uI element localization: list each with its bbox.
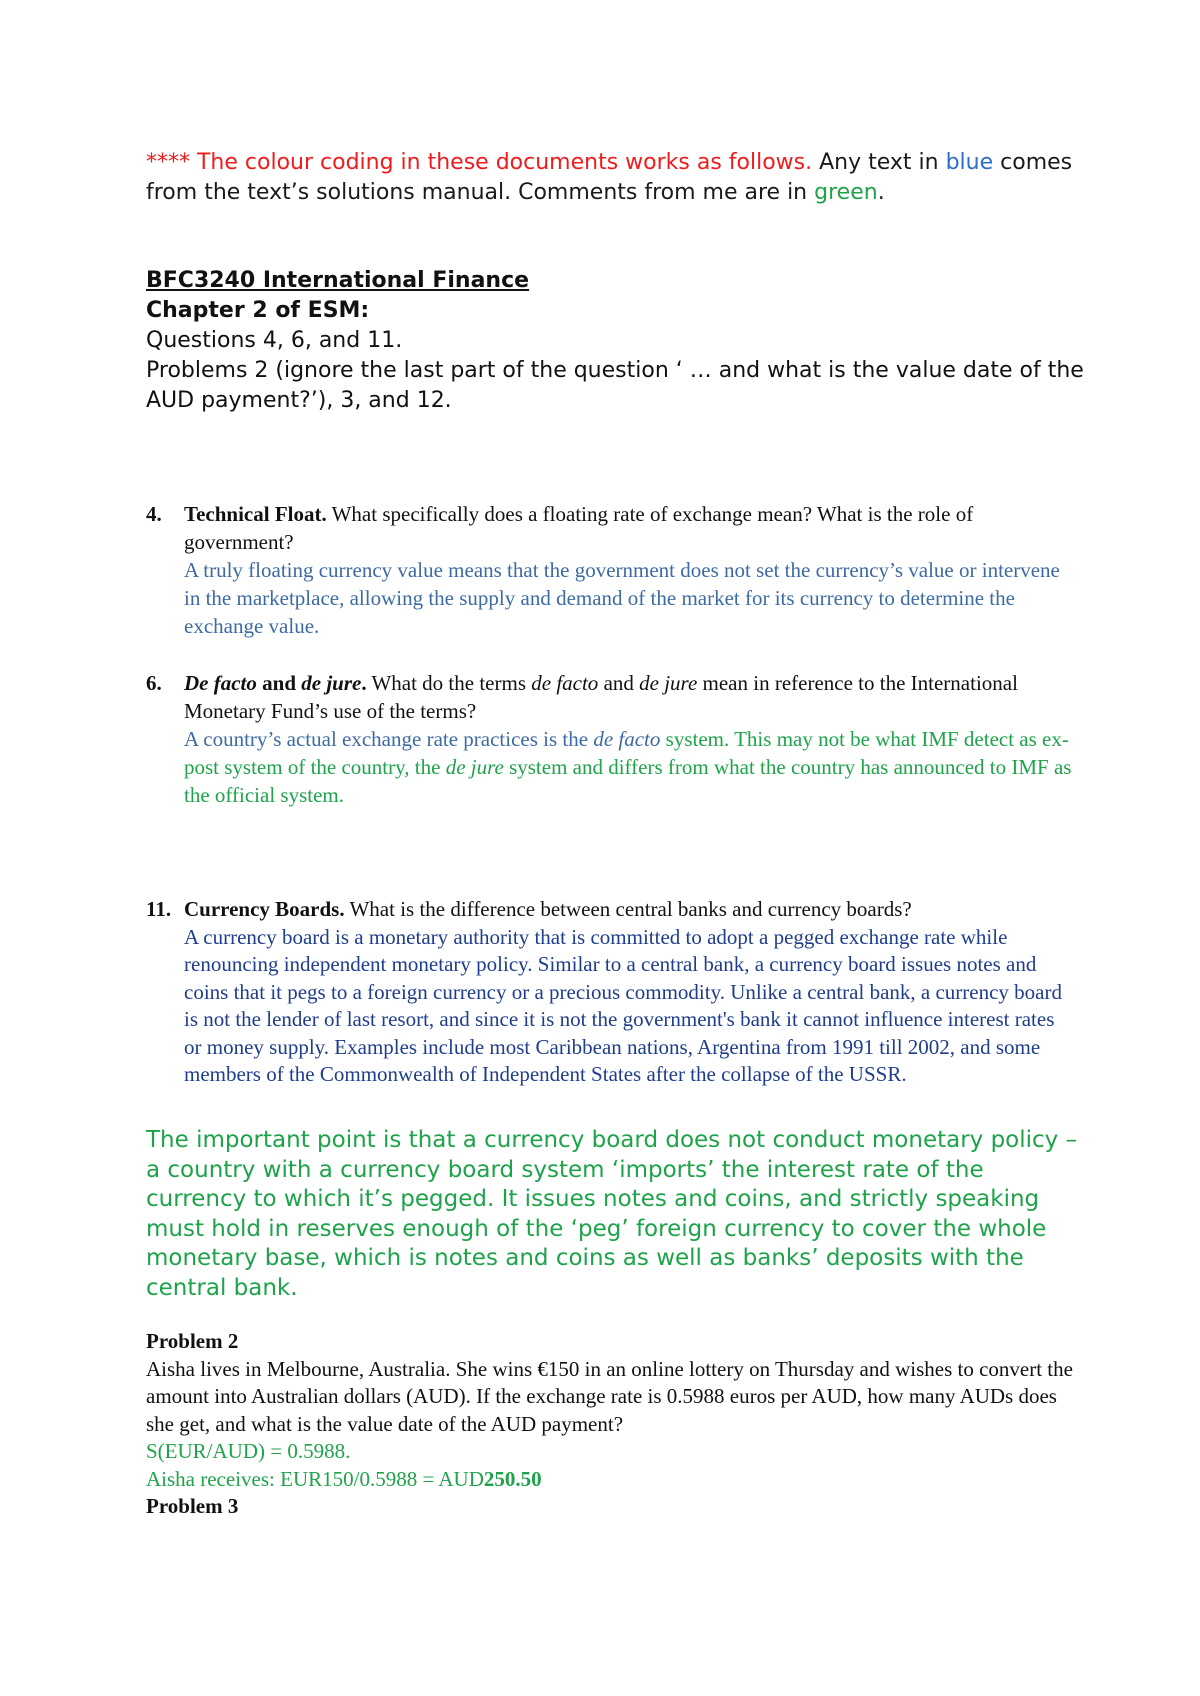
question-title-and: and — [256, 671, 302, 695]
question-title-part1: De facto — [184, 671, 257, 695]
colour-coding-intro: The colour coding in these documents works as follows. — [190, 150, 813, 175]
question-number: 11. — [146, 897, 172, 921]
question-text — [184, 896, 1076, 924]
colour-coding-text-2: comes from the text’s solutions manual. Comments from me are in — [146, 150, 1073, 205]
question-6 — [146, 669, 1076, 809]
question-number: 4. — [146, 502, 162, 526]
course-title: BFC3240 International Finance — [146, 268, 530, 293]
receive-line — [146, 1466, 1086, 1494]
problems-line: Problems 2 (ignore the last part of the question ‘ … and what is the value date of the AUD payment?’), 3, and 12. — [146, 358, 1084, 413]
answer-and-comment — [184, 725, 1076, 809]
question-title-dot: . — [361, 671, 367, 695]
question-body: What specifically does a floating rate of exchange mean? What is the role of government? — [184, 502, 974, 554]
question-11 — [146, 896, 1076, 1089]
question-text — [184, 669, 1076, 725]
question-term-1: de facto — [531, 671, 599, 695]
problem-2 — [146, 1328, 1086, 1521]
manual-answer: A currency board is a monetary authority that is committed to adopt a pegged exchange rate while renouncing independent monetary policy. Similar to a central bank, a currency board issues notes and coins that it pegs to a foreign currency or a precious commodity. Unlike a central bank, a currency board is not the lender of last resort, and since it is not the government's bank it cannot influence interest rates or money supply. Examples include most Caribbean nations, Argentina from 1991 till 2002, and some members of the Commonwealth of Independent States after the collapse of the USSR. — [184, 924, 1062, 1086]
question-body-c: mean in reference to the International Monetary Fund’s use of the terms? — [184, 671, 1018, 723]
manual-answer: A truly floating currency value means that the government does not set the currency’s value or intervene in the marketplace, allowing the supply and demand of the market for its currency to determine the exchange value. — [184, 558, 1060, 638]
question-body-b: and — [598, 671, 640, 695]
question-body-a: What do the terms — [366, 671, 532, 695]
question-text — [184, 500, 1076, 556]
question-number: 6. — [146, 671, 162, 695]
question-title-part2: de jure — [301, 671, 362, 695]
question-title: Technical Float — [184, 502, 322, 526]
colour-coding-period: . — [877, 180, 885, 205]
green-word: green — [814, 180, 878, 205]
questions-line: Questions 4, 6, and 11. — [146, 328, 403, 353]
comment-a: This may not be what IMF detect as ex-post system of the country, the — [184, 727, 1069, 779]
problem-2-text: Aisha lives in Melbourne, Australia. She wins €150 in an online lottery on Thursday and wishes to convert the amount into Australian dollars (AUD). If the exchange rate is 0.5988 euros per AUD, how many AUDs does she get, and what is the value date of the AUD payment? — [146, 1356, 1073, 1436]
chapter-title: Chapter 2 of ESM: — [146, 298, 370, 323]
colour-coding-text-1: Any text in — [812, 150, 939, 175]
manual-answer-term: de facto — [593, 727, 661, 751]
spot-rate-line: S(EUR/AUD) = 0.5988. — [146, 1439, 351, 1463]
lecturer-comment: The important point is that a currency board does not conduct monetary policy – a country with a currency board system ‘imports’ the interest rate of the currency to which it’s pegged. It issues notes and coins, and strictly speaking must hold in reserves enough of the ‘peg’ foreign currency to cover the whole monetary base, which is notes and coins as well as banks’ deposits with the central bank. — [146, 1127, 1078, 1301]
receive-text: Aisha receives: EUR150/0.5988 = AUD — [146, 1466, 484, 1491]
question-4 — [146, 500, 1076, 640]
blue-word: blue — [945, 150, 994, 175]
question-term-2: de jure — [639, 671, 698, 695]
question-body: What is the difference between central banks and currency boards? — [344, 897, 912, 921]
heading-block — [146, 266, 1086, 416]
question-title-dot: . — [339, 897, 345, 921]
comment-term: de jure — [445, 755, 504, 779]
comment-b: system and differs from what the country has announced to IMF as the official system. — [184, 755, 1072, 807]
problem-2-title: Problem 2 — [146, 1329, 239, 1353]
manual-answer-b: system. — [660, 727, 730, 751]
question-title-dot: . — [321, 502, 327, 526]
problem-3-title: Problem 3 — [146, 1494, 239, 1518]
manual-answer-a: A country’s actual exchange rate practices is the — [184, 727, 594, 751]
stars-marker: **** — [146, 150, 190, 175]
colour-coding-note — [146, 148, 1086, 208]
question-title: Currency Boards — [184, 897, 340, 921]
receive-amount: 250.50 — [483, 1466, 542, 1491]
